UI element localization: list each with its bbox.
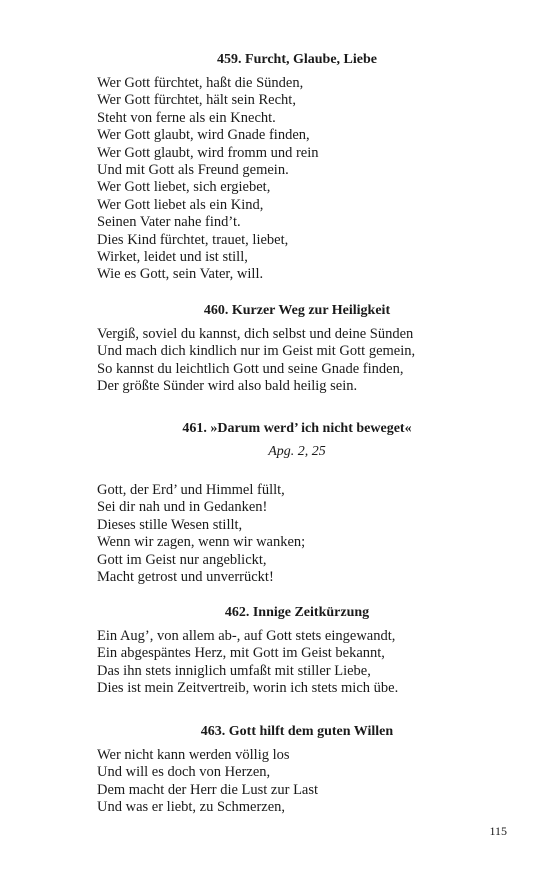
poem-lines — [97, 747, 497, 817]
poem-460 — [97, 302, 497, 396]
poem-461 — [97, 420, 497, 586]
poem-source: Apg. 2, 25 — [268, 444, 326, 459]
poem-heading: 461. »Darum werd’ ich nicht beweget« — [182, 421, 412, 436]
poem-line: Wie es Gott, sein Vater, will. — [97, 266, 264, 283]
poem-lines — [97, 75, 497, 284]
poem-heading: 460. Kurzer Weg zur Heiligkeit — [203, 303, 391, 318]
poem-line: Macht getrost und unverrückt! — [97, 569, 274, 586]
poem-462 — [97, 604, 497, 698]
poem-heading: 459. Furcht, Glaube, Liebe — [217, 52, 377, 67]
poem-line: Gott, der Erd’ und Himmel füllt, — [97, 482, 285, 498]
poem-459 — [97, 51, 497, 284]
poem-line: Wer Gott fürchtet, hält sein Recht, — [97, 92, 296, 109]
poem-463 — [97, 723, 497, 817]
poem-line: Ein Aug’, von allem ab-, auf Gott stets eingewandt, — [97, 628, 396, 644]
poem-line: Wenn wir zagen, wenn wir wanken; — [97, 534, 306, 551]
poem-line: Und mit Gott als Freund gemein. — [97, 162, 289, 179]
poem-line: Dem macht der Herr die Lust zur Last — [97, 781, 319, 798]
poem-line: Und will es doch von Herzen, — [97, 764, 271, 781]
poem-lines — [97, 326, 497, 396]
poem-line: Dies Kind fürchtet, trauet, liebet, — [97, 231, 289, 248]
poem-line: Steht von ferne als ein Knecht. — [97, 109, 276, 126]
poem-line: Wer Gott liebet als ein Kind, — [97, 196, 264, 213]
poem-line: Und mach dich kindlich nur im Geist mit Gott gemein, — [97, 343, 416, 360]
poem-line: Wer nicht kann werden völlig los — [97, 747, 290, 763]
poem-line: Das ihn stets inniglich umfaßt mit stiller Liebe, — [97, 662, 371, 679]
poem-lines — [97, 482, 497, 586]
poem-line: Wer Gott glaubt, wird fromm und rein — [97, 144, 319, 161]
poem-line: Sei dir nah und in Gedanken! — [97, 499, 268, 516]
poem-line: Wer Gott liebet, sich ergiebet, — [97, 179, 271, 196]
poem-lines — [97, 628, 497, 698]
poem-line: Ein abgespäntes Herz, mit Gott im Geist bekannt, — [97, 645, 385, 662]
poem-line: Und was er liebt, zu Schmerzen, — [97, 799, 286, 816]
poem-heading: 462. Innige Zeitkürzung — [224, 605, 370, 620]
poem-line: Dies ist mein Zeitvertreib, worin ich stets mich übe. — [97, 680, 399, 697]
poem-line: Gott im Geist nur angeblickt, — [97, 551, 267, 568]
poem-line: Wirket, leidet und ist still, — [97, 249, 248, 266]
poem-heading: 463. Gott hilft dem guten Willen — [200, 724, 394, 739]
poem-line: Vergiß, soviel du kannst, dich selbst und deine Sünden — [97, 326, 414, 342]
poem-line: Wer Gott fürchtet, haßt die Sünden, — [97, 75, 304, 91]
poem-line: Seinen Vater nahe find’t. — [97, 214, 241, 231]
page-number: 115 — [489, 824, 507, 838]
poem-line: So kannst du leichtlich Gott und seine Gnade finden, — [97, 360, 404, 377]
poem-line: Dieses stille Wesen stillt, — [97, 516, 243, 533]
poem-line: Der größte Sünder wird also bald heilig sein. — [97, 378, 358, 395]
poem-line: Wer Gott glaubt, wird Gnade finden, — [97, 127, 310, 144]
